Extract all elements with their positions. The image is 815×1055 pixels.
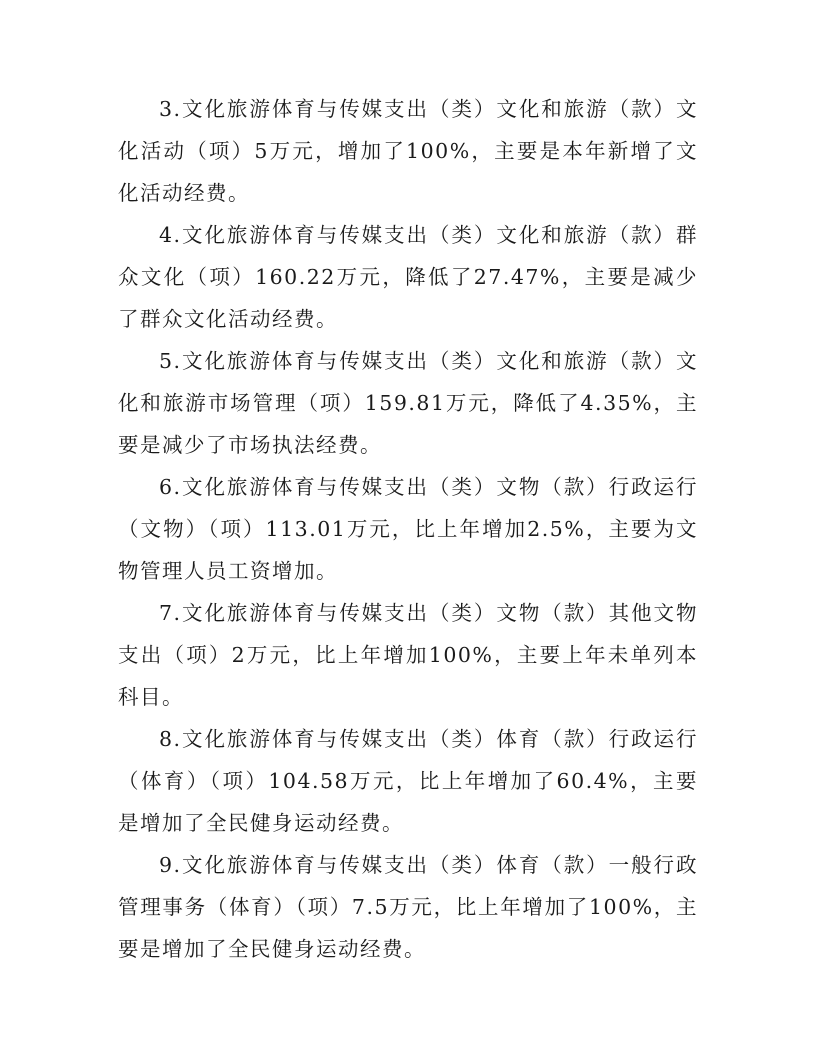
paragraph-item-6: 6.文化旅游体育与传媒支出（类）文物（款）行政运行（文物）（项）113.01万元，比上年增加2.5%，主要为文物管理人员工资增加。 xyxy=(118,475,698,583)
paragraph-item-3: 3.文化旅游体育与传媒支出（类）文化和旅游（款）文化活动（项）5万元，增加了100%，主要是本年新增了文化活动经费。 xyxy=(118,97,698,205)
paragraph-item-9: 9.文化旅游体育与传媒支出（类）体育（款）一般行政管理事务（体育）（项）7.5万元，比上年增加了100%，主要是增加了全民健身运动经费。 xyxy=(118,853,698,961)
paragraph-item-7: 7.文化旅游体育与传媒支出（类）文物（款）其他文物支出（项）2万元，比上年增加100%，主要上年未单列本科目。 xyxy=(118,601,698,709)
paragraph-item-5: 5.文化旅游体育与传媒支出（类）文化和旅游（款）文化和旅游市场管理（项）159.81万元，降低了4.35%，主要是减少了市场执法经费。 xyxy=(118,349,698,457)
paragraph-item-8: 8.文化旅游体育与传媒支出（类）体育（款）行政运行（体育）（项）104.58万元，比上年增加了60.4%，主要是增加了全民健身运动经费。 xyxy=(118,727,698,835)
paragraph-item-4: 4.文化旅游体育与传媒支出（类）文化和旅游（款）群众文化（项）160.22万元，降低了27.47%，主要是减少了群众文化活动经费。 xyxy=(118,223,698,331)
document-body xyxy=(118,88,698,970)
